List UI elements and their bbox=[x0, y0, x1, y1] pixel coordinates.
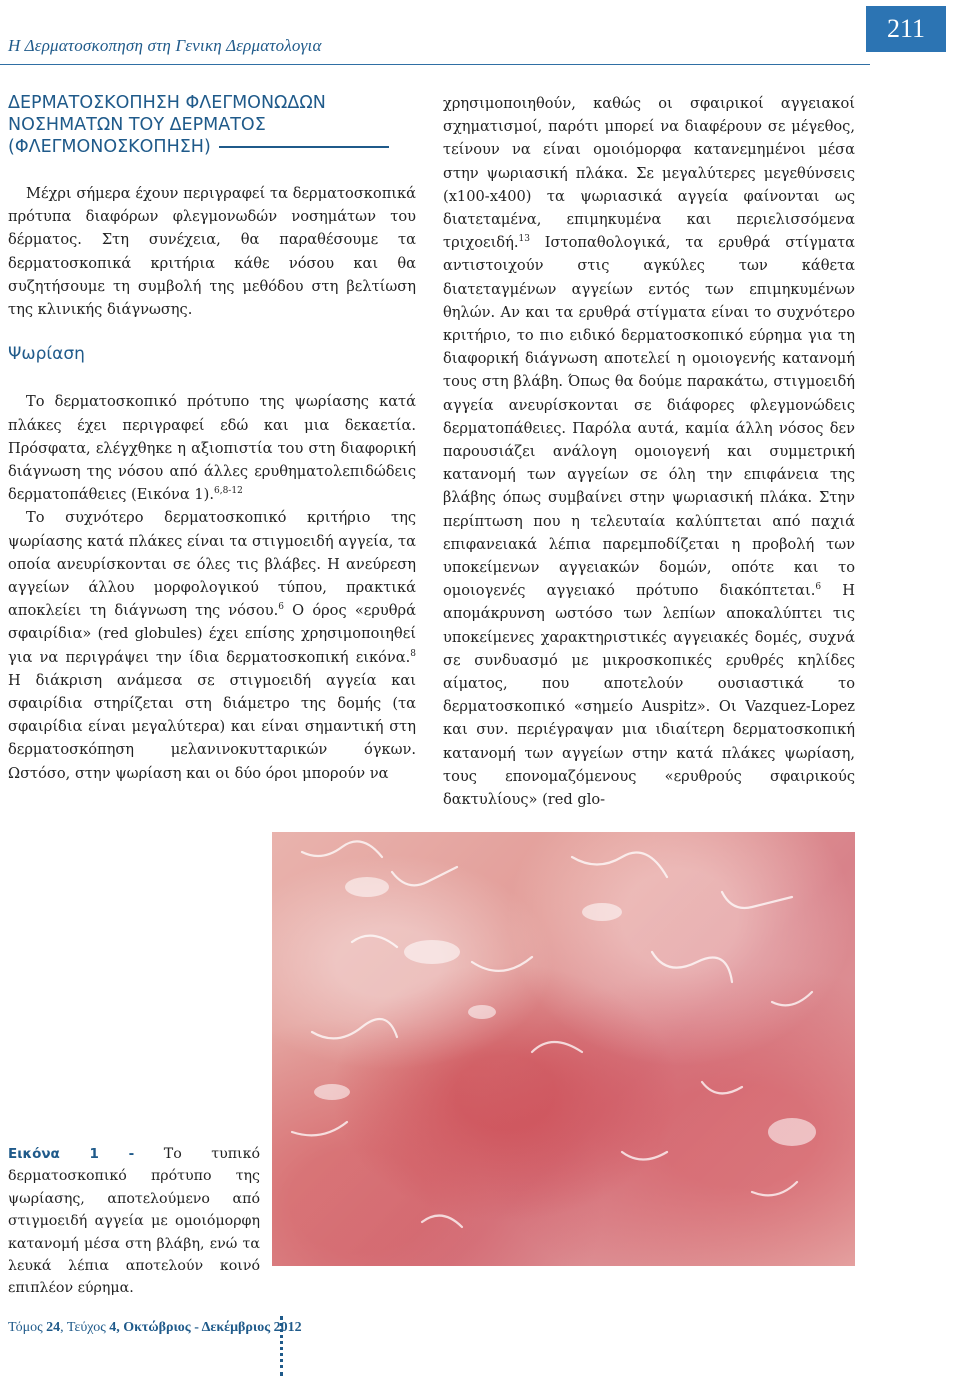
psoriasis-paragraph-2 bbox=[8, 506, 416, 784]
left-column bbox=[8, 92, 416, 785]
section-title bbox=[8, 92, 416, 158]
header-rule bbox=[0, 64, 870, 65]
intro-paragraph: Μέχρι σήμερα έχουν περιγραφεί τα δερματοσκοπικά πρότυπα διαφόρων φλεγμονωδών νοσημάτων του δέρματος. Στη συνέχεια, θα παραθέσουμε τα δερματοσκοπικά κριτήρια κάθε νόσου και θα συζητήσουμε τη συμβολή της μεθόδου στη βελτίωση της κλινικής διάγνωσης. bbox=[8, 185, 416, 319]
psoriasis-paragraph-1 bbox=[8, 390, 416, 506]
r3-text: Η απομάκρυνση ωστόσο των λεπίων αποκαλύπτει τις υποκείμενες χαρακτηριστικές αγγειακές δομές, συχνά σε συνδυασμό με μικροσκοπικές ερυθρές κηλίδες αίματος, που αποτελούν ουσιαστικά το δερματοσκοπικό «σημείο Auspitz». Οι Vazquez-Lopez και συν. περιέγραψαν μια ιδιαίτερη δερματοσκοπική κατανομή των αγγείων στην κατά πλάκες ψωρίαση, τους επονομαζόμενους «ερυθρούς σφαιρικούς δακτυλίους» (red glo- bbox=[443, 582, 856, 809]
footer bbox=[8, 1320, 302, 1336]
p1-text: Το δερματοσκοπικό πρότυπο της ψωρίασης κατά πλάκες έχει περιγραφεί εδώ και μια δεκαετία. Πρόσφατα, ελέγχθηκε η αξιοπιστία του στη διαφορική διάγνωση της νόσου από άλλες ερυθηματολεπιδώδεις δερματοπάθειες (Εικόνα 1). bbox=[8, 393, 416, 504]
ref-sup: 6 bbox=[815, 582, 822, 593]
ref-sup: 6 bbox=[278, 602, 284, 613]
footer-dotted-rule bbox=[280, 1316, 287, 1376]
ref-sup: 8 bbox=[410, 648, 416, 659]
caption-text: Το τυπικό δερματοσκοπικό πρότυπο της ψωρίασης, αποτελούμενο από στιγμοειδή αγγεία με ομοιόμορφη κατανομή μέσα στη βλάβη, ενώ τα λευκά λέπια αποτελούν κοινό επιπλέον εύρημα. bbox=[8, 1146, 261, 1297]
right-column bbox=[443, 92, 855, 811]
footer-vol-label: Τόμος bbox=[8, 1320, 47, 1335]
ref-sup: 6,8-12 bbox=[213, 486, 243, 497]
section-title-line1: ΔΕΡΜΑΤΟΣΚΟΠΗΣΗ ΦΛΕΓΜΟΝΩΔΩΝ bbox=[8, 93, 326, 113]
footer-issue: 4 bbox=[109, 1320, 117, 1335]
section-title-line3: (ΦΛΕΓΜΟΝΟΣΚΟΠΗΣΗ) bbox=[8, 137, 211, 157]
footer-vol: 24 bbox=[46, 1320, 61, 1335]
ref-sup: 13 bbox=[518, 234, 530, 245]
section-title-line2: ΝΟΣΗΜΑΤΩΝ ΤΟΥ ΔΕΡΜΑΤΟΣ bbox=[8, 115, 266, 135]
r2-text: Ιστοπαθολογικά, τα ερυθρά στίγματα αντιστοιχούν στις αγκύλες των κάθετα διατεταγμένων αγγείων εντός των επιμηκυμένων θηλών. Αν και τα ερυθρά στίγματα είναι το συχνότερο κριτήριο, το πιο ειδικό δερματοσκοπικό εύρημα για τη διαφορική διάγνωση αποτελεί η ομοιογενής κατανομή τους στη βλάβη. Όπως θα δούμε παρακάτω, στιγμοειδή αγγεία ανευρίσκονται σε διάφορες φλεγμονώδεις δερματοπάθειες. Παρόλα αυτά, καμία άλλη νόσος δεν παρουσιάζει ανάλογη ομοιογενή και συμμετρική κατανομή των αγγείων σε όλη την επιφάνεια της βλάβης όπως συμβαίνει στην ψωριασική πλάκα. Στην περίπτωση που η τελευταία καλύπτεται από παχιά επιφανειακά λέπια παρεμποδίζεται η προβολή των υποκείμενων αγγειακών δομών, οπότε και το ομοιογενές αγγειακό πρότυπο διακόπτεται. bbox=[443, 234, 855, 600]
p2-text-b: Ο όρος «ερυθρά σφαιρίδια» (red globules) έχει επίσης χρησιμοποιηθεί για να περιγράψει την ίδια δερματοσκοπική εικόνα. bbox=[8, 602, 416, 666]
footer-period: , Οκτώβριος - Δεκέμβριος 2012 bbox=[116, 1320, 302, 1335]
p2-text-a: Το συχνότερο δερματοσκοπικό κριτήριο της ψωρίασης κατά πλάκες είναι τα στιγμοειδή αγγεία, τα οποία ανευρίσκονται σε όλες τις βλάβες. Η ανεύρεση αγγείων άλλου μορφολογικού τύπου, πρακτικά αποκλείει τη διάγνωση της νόσου. bbox=[8, 509, 416, 620]
psoriasis-heading: Ψωρίαση bbox=[8, 344, 85, 365]
footer-issue-label: , Τεύχος bbox=[60, 1320, 110, 1335]
running-head: Η Δερματοσκοπηση στη Γενικη Δερματολογια bbox=[8, 36, 322, 55]
p2-text-c: Η διάκριση ανάμεσα σε στιγμοειδή αγγεία και σφαιρίδια στηρίζεται στη διάμετρο της δομής (τα σφαιρίδια είναι μεγαλύτερα) και είναι σημαντική στη δερματοσκόπηση μελανινοκυτταρικών όγκων. Ωστόσο, στην ψωρίαση και οι δύο όροι μπορούν να bbox=[8, 671, 416, 782]
right-paragraph bbox=[443, 92, 855, 811]
figure-texture bbox=[272, 832, 855, 1266]
page-number: 211 bbox=[866, 6, 946, 52]
caption-label: Εικόνα 1 - bbox=[8, 1146, 135, 1162]
dermoscopy-figure-image bbox=[272, 832, 855, 1266]
title-rule bbox=[219, 146, 389, 148]
figure-caption bbox=[8, 1143, 260, 1300]
r1-text: χρησιμοποιηθούν, καθώς οι σφαιρικοί αγγειακοί σχηματισμοί, παρότι μπορεί να διαφέρουν σε μέγεθος, τείνουν να είναι ομοιόμορφα κατανεμημένοι μέσα στην ψωριασική πλάκα. Σε μεγαλύτερες μεγεθύνσεις (x100-x400) τα ψωριασικά αγγεία φαίνονται ως διατεταμένα, επιμηκυμένα και περιελισσόμενα τριχοειδή. bbox=[443, 95, 855, 252]
